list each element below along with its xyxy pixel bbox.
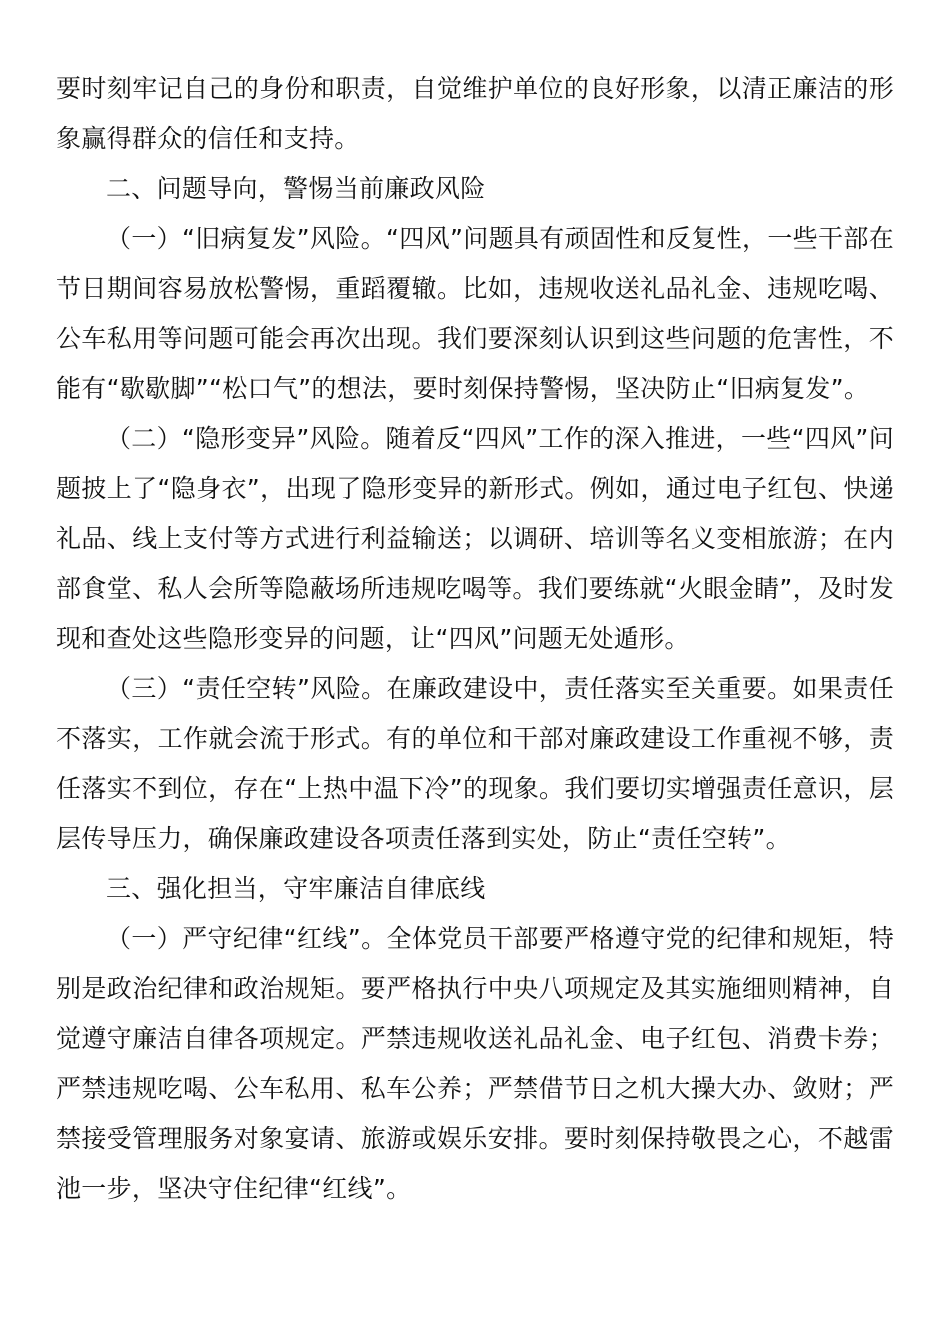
- section-heading-problem-orientation: 二、问题导向，警惕当前廉政风险: [106, 174, 486, 203]
- document-page: [56, 64, 894, 1214]
- continuation-paragraph: 要时刻牢记自己的身份和职责，自觉维护单位的良好形象，以清正廉洁的形象赢得群众的信任和支持。: [56, 74, 894, 153]
- paragraph-responsibility-idle-risk: （三）“责任空转”风险。在廉政建设中，责任落实至关重要。如果责任不落实，工作就会流于形式。有的单位和干部对廉政建设工作重视不够，责任落实不到位，存在“上热中温下冷”的现象。我们要切实增强责任意识，层层传导压力，确保廉政建设各项责任落到实处，防止“责任空转”。: [56, 674, 894, 853]
- paragraph-invisible-variation-risk: （二）“隐形变异”风险。随着反“四风”工作的深入推进，一些“四风”问题披上了“隐身衣”，出现了隐形变异的新形式。例如，通过电子红包、快递礼品、线上支付等方式进行利益输送；以调研、培训等名义变相旅游；在内部食堂、私人会所等隐蔽场所违规吃喝等。我们要练就“火眼金睛”，及时发现和查处这些隐形变异的问题，让“四风”问题无处遁形。: [56, 424, 894, 653]
- paragraph-old-disease-risk: （一）“旧病复发”风险。“四风”问题具有顽固性和反复性，一些干部在节日期间容易放松警惕，重蹈覆辙。比如，违规收送礼品礼金、违规吃喝、公车私用等问题可能会再次出现。我们要深刻认识到这些问题的危害性，不能有“歇歇脚”“松口气”的想法，要时刻保持警惕，坚决防止“旧病复发”。: [56, 224, 894, 403]
- paragraph-discipline-red-line: （一）严守纪律“红线”。全体党员干部要严格遵守党的纪律和规矩，特别是政治纪律和政治规矩。要严格执行中央八项规定及其实施细则精神，自觉遵守廉洁自律各项规定。严禁违规收送礼品礼金、电子红包、消费卡券；严禁违规吃喝、公车私用、私车公养；严禁借节日之机大操大办、敛财；严禁接受管理服务对象宴请、旅游或娱乐安排。要时刻保持敬畏之心，不越雷池一步，坚决守住纪律“红线”。: [56, 924, 894, 1203]
- section-heading-strengthen-responsibility: 三、强化担当，守牢廉洁自律底线: [106, 874, 486, 903]
